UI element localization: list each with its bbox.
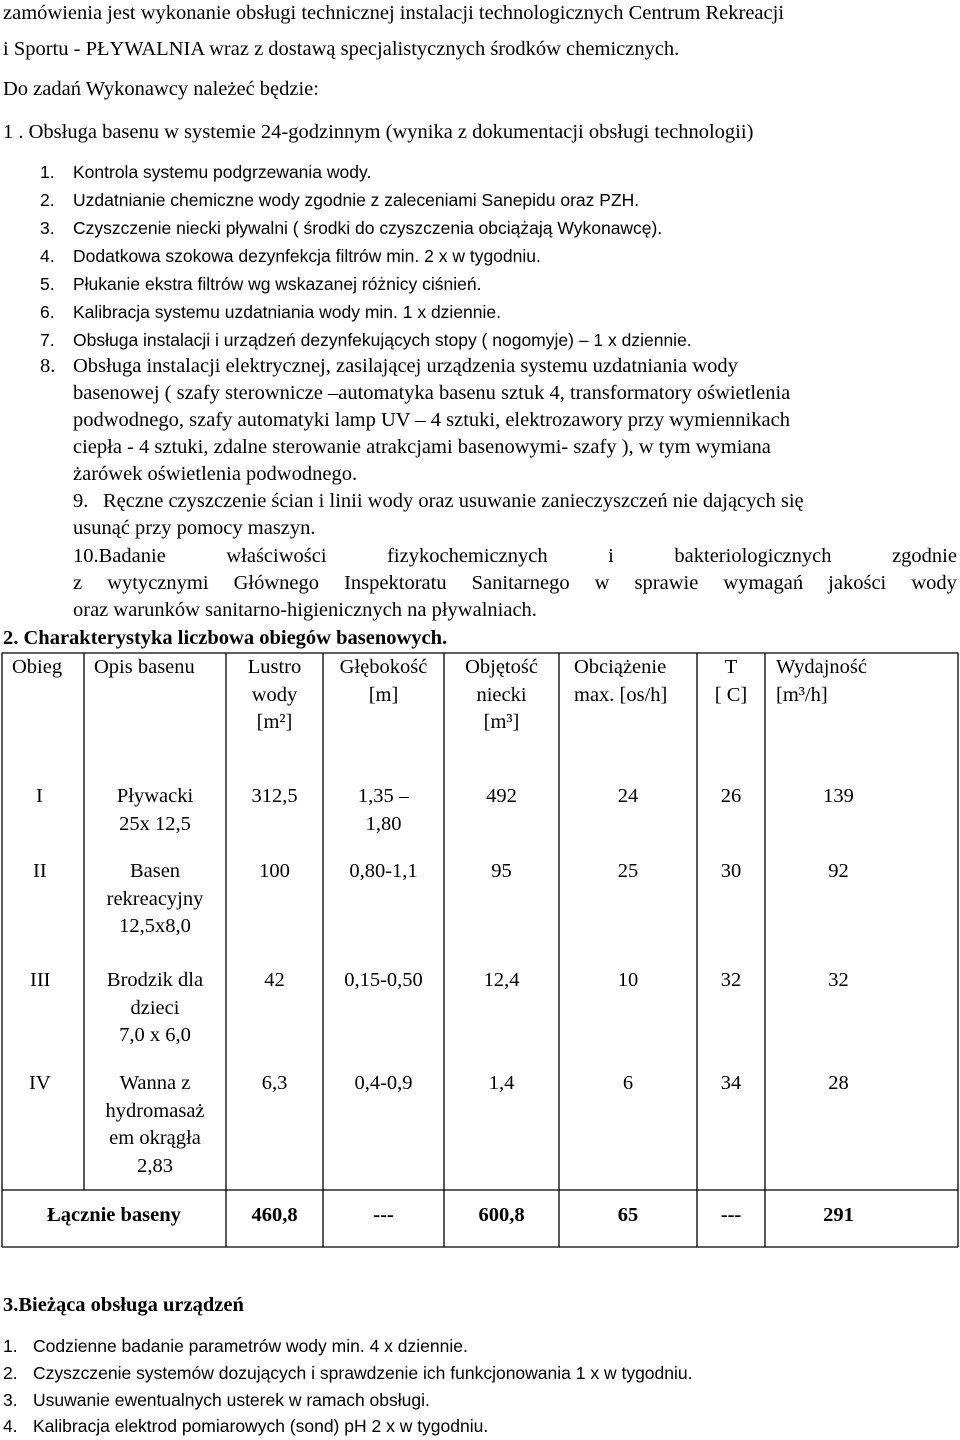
section-3-heading: 3.Bieżąca obsługa urządzeń bbox=[3, 1294, 244, 1316]
table-cell-obieg: III bbox=[30, 969, 51, 991]
list-item-text: Usuwanie ewentualnych usterek w ramach obsługi. bbox=[33, 1390, 430, 1410]
word: Głównego bbox=[233, 572, 320, 594]
word: w bbox=[594, 572, 610, 594]
table-cell-wydajnosc: 92 bbox=[828, 860, 849, 882]
col-header-lustro: Lustro wody [m²] bbox=[247, 656, 302, 733]
table-cell-obciazenie: 24 bbox=[617, 785, 639, 807]
list-item-num: 4. bbox=[3, 1416, 18, 1436]
table-cell-t: 34 bbox=[720, 1072, 742, 1094]
table-cell-wydajnosc: 139 bbox=[823, 785, 854, 807]
word: z bbox=[73, 572, 83, 594]
list-item-10-line-1 bbox=[73, 543, 957, 569]
col-header-obieg: Obieg bbox=[12, 656, 63, 678]
table-cell-wydajnosc: 28 bbox=[828, 1072, 849, 1094]
list-item-num: 3. bbox=[40, 218, 55, 238]
table-total-lustro: 460,8 bbox=[251, 1204, 298, 1226]
list-item-text: Obsługa instalacji elektrycznej, zasilającej urządzenia systemu uzdatniania wody bbox=[73, 355, 738, 377]
list-item-num: 2. bbox=[3, 1363, 18, 1383]
table-cell-glebokosc: 0,15-0,50 bbox=[344, 969, 423, 991]
table-total-obciazenie: 65 bbox=[617, 1204, 639, 1226]
section-1-heading: 1 . Obsługa basenu w systemie 24-godzinnym (wynika z dokumentacji obsługi technologii) bbox=[3, 121, 754, 143]
word: Inspektoratu bbox=[344, 572, 447, 594]
list-item-num: 6. bbox=[40, 302, 55, 322]
list-item-text: Kalibracja elektrod pomiarowych (sond) pH 2 x w tygodniu. bbox=[33, 1416, 489, 1436]
table-cell-obciazenie: 10 bbox=[617, 969, 639, 991]
table-cell-obciazenie: 25 bbox=[617, 860, 639, 882]
col-header-wydajnosc: Wydajność [m³/h] bbox=[776, 656, 867, 706]
list-item-num: 1. bbox=[3, 1336, 18, 1356]
table-cell-glebokosc: 1,35 – 1,80 bbox=[357, 785, 410, 835]
list-item-text: Ręczne czyszczenie ścian i linii wody oraz usuwanie zanieczyszczeń nie dających się bbox=[103, 490, 804, 512]
list-item-num: 1. bbox=[40, 162, 55, 182]
list-item-text: usunąć przy pomocy maszyn. bbox=[73, 517, 316, 539]
word: właściwości bbox=[226, 545, 327, 567]
list-item-text: Płukanie ekstra filtrów wg wskazanej różnicy ciśnień. bbox=[73, 274, 482, 294]
list-item-num: 2. bbox=[40, 190, 55, 210]
list-item-text: Kontrola systemu podgrzewania wody. bbox=[73, 162, 372, 182]
list-item-text: żarówek oświetlenia podwodnego. bbox=[73, 463, 358, 485]
col-header-obciazenie: Obciążenie max. [os/h] bbox=[574, 656, 668, 706]
list-item-num: 5. bbox=[40, 274, 55, 294]
list-item-text: Obsługa instalacji i urządzeń dezynfekujących stopy ( nogomyje) – 1 x dziennie. bbox=[73, 330, 692, 350]
table-total-glebokosc: --- bbox=[373, 1204, 394, 1226]
list-item-10-line-2 bbox=[73, 570, 957, 596]
list-item-10-line-3: oraz warunków sanitarno-higienicznych na pływalniach. bbox=[73, 599, 537, 621]
table-total-objetosc: 600,8 bbox=[478, 1204, 525, 1226]
table-total-t: --- bbox=[720, 1204, 742, 1226]
table-cell-lustro: 6,3 bbox=[261, 1072, 288, 1094]
table-cell-wydajnosc: 32 bbox=[828, 969, 849, 991]
list-item-num: 8. bbox=[40, 355, 56, 377]
list-item-text: podwodnego, szafy automatyki lamp UV – 4 sztuki, elektrozawory przy wymiennikach bbox=[73, 409, 790, 431]
word: wymagań bbox=[723, 572, 804, 594]
table-cell-t: 32 bbox=[720, 969, 742, 991]
word: fizykochemicznych bbox=[387, 545, 548, 567]
list-item-num: 4. bbox=[40, 246, 55, 266]
list-item-num: 9. bbox=[73, 490, 89, 512]
table-cell-glebokosc: 0,4-0,9 bbox=[354, 1072, 413, 1094]
table-cell-obieg: I bbox=[36, 785, 43, 807]
table-cell-lustro: 312,5 bbox=[251, 785, 298, 807]
table-cell-objetosc: 12,4 bbox=[483, 969, 520, 991]
table-cell-objetosc: 492 bbox=[486, 785, 517, 807]
table-cell-opis: Pływacki 25x 12,5 bbox=[116, 785, 194, 835]
col-header-opis: Opis basenu bbox=[94, 656, 195, 678]
intro-line-1: zamówienia jest wykonanie obsługi technicznej instalacji technologicznych Centrum Rekreacji bbox=[3, 2, 785, 24]
list-item-text: Czyszczenie systemów dozujących i sprawdzenie ich funkcjonowania 1 x w tygodniu. bbox=[33, 1363, 693, 1383]
col-header-t: T [ C] bbox=[714, 656, 748, 706]
table-cell-t: 30 bbox=[720, 860, 742, 882]
pool-table bbox=[0, 652, 960, 1252]
table-cell-obieg: II bbox=[33, 860, 47, 882]
table-cell-opis: Wanna z hydromasaż em okrągła 2,83 bbox=[105, 1072, 205, 1177]
list-item-text: Dodatkowa szokowa dezynfekcja filtrów min. 2 x w tygodniu. bbox=[73, 246, 541, 266]
list-item-text: basenowej ( szafy sterownicze –automatyka basenu sztuk 4, transformatory oświetlenia bbox=[73, 382, 791, 404]
word: zgodnie bbox=[892, 545, 957, 567]
word: Sanitarnego bbox=[471, 572, 570, 594]
intro-line-3: Do zadań Wykonawcy należeć będzie: bbox=[3, 78, 319, 100]
list-item-text: Uzdatnianie chemiczne wody zgodnie z zaleceniami Sanepidu oraz PZH. bbox=[73, 190, 640, 210]
list-item-text: Czyszczenie niecki pływalni ( środki do czyszczenia obciążają Wykonawcę). bbox=[73, 218, 663, 238]
table-total-wydajnosc: 291 bbox=[823, 1204, 854, 1226]
table-cell-opis: Basen rekreacyjny 12,5x8,0 bbox=[106, 860, 204, 937]
word: jakości bbox=[828, 572, 887, 594]
word: wytycznymi bbox=[107, 572, 209, 594]
table-total-label: Łącznie baseny bbox=[47, 1204, 181, 1226]
table-cell-opis: Brodzik dla dzieci 7,0 x 6,0 bbox=[106, 969, 204, 1046]
word: bakteriologicznych bbox=[674, 545, 832, 567]
word: i bbox=[608, 545, 614, 567]
table-cell-obieg: IV bbox=[29, 1072, 51, 1094]
list-item-text: ciepła - 4 sztuki, zdalne sterowanie atrakcjami basenowymi- szafy ), w tym wymiana bbox=[73, 436, 771, 458]
list-item-text: Codzienne badanie parametrów wody min. 4 x dziennie. bbox=[33, 1336, 468, 1356]
table-cell-lustro: 42 bbox=[264, 969, 285, 991]
word: sprawie bbox=[634, 572, 699, 594]
col-header-glebokosc: Głębokość [m] bbox=[339, 656, 428, 706]
table-cell-objetosc: 95 bbox=[491, 860, 512, 882]
table-cell-obciazenie: 6 bbox=[622, 1072, 634, 1094]
list-item-num: 3. bbox=[3, 1390, 18, 1410]
table-cell-lustro: 100 bbox=[259, 860, 290, 882]
section-2-heading: 2. Charakterystyka liczbowa obiegów basenowych. bbox=[3, 627, 448, 649]
list-item-num: 7. bbox=[40, 330, 55, 350]
word: wody bbox=[911, 572, 957, 594]
table-cell-objetosc: 1,4 bbox=[488, 1072, 515, 1094]
word: 10.Badanie bbox=[73, 545, 166, 567]
list-item-text: Kalibracja systemu uzdatniania wody min. 1 x dziennie. bbox=[73, 302, 501, 322]
table-cell-t: 26 bbox=[720, 785, 742, 807]
col-header-objetosc: Objętość niecki [m³] bbox=[465, 656, 538, 733]
table-cell-glebokosc: 0,80-1,1 bbox=[349, 860, 418, 882]
intro-line-2: i Sportu - PŁYWALNIA wraz z dostawą specjalistycznych środków chemicznych. bbox=[3, 38, 680, 60]
